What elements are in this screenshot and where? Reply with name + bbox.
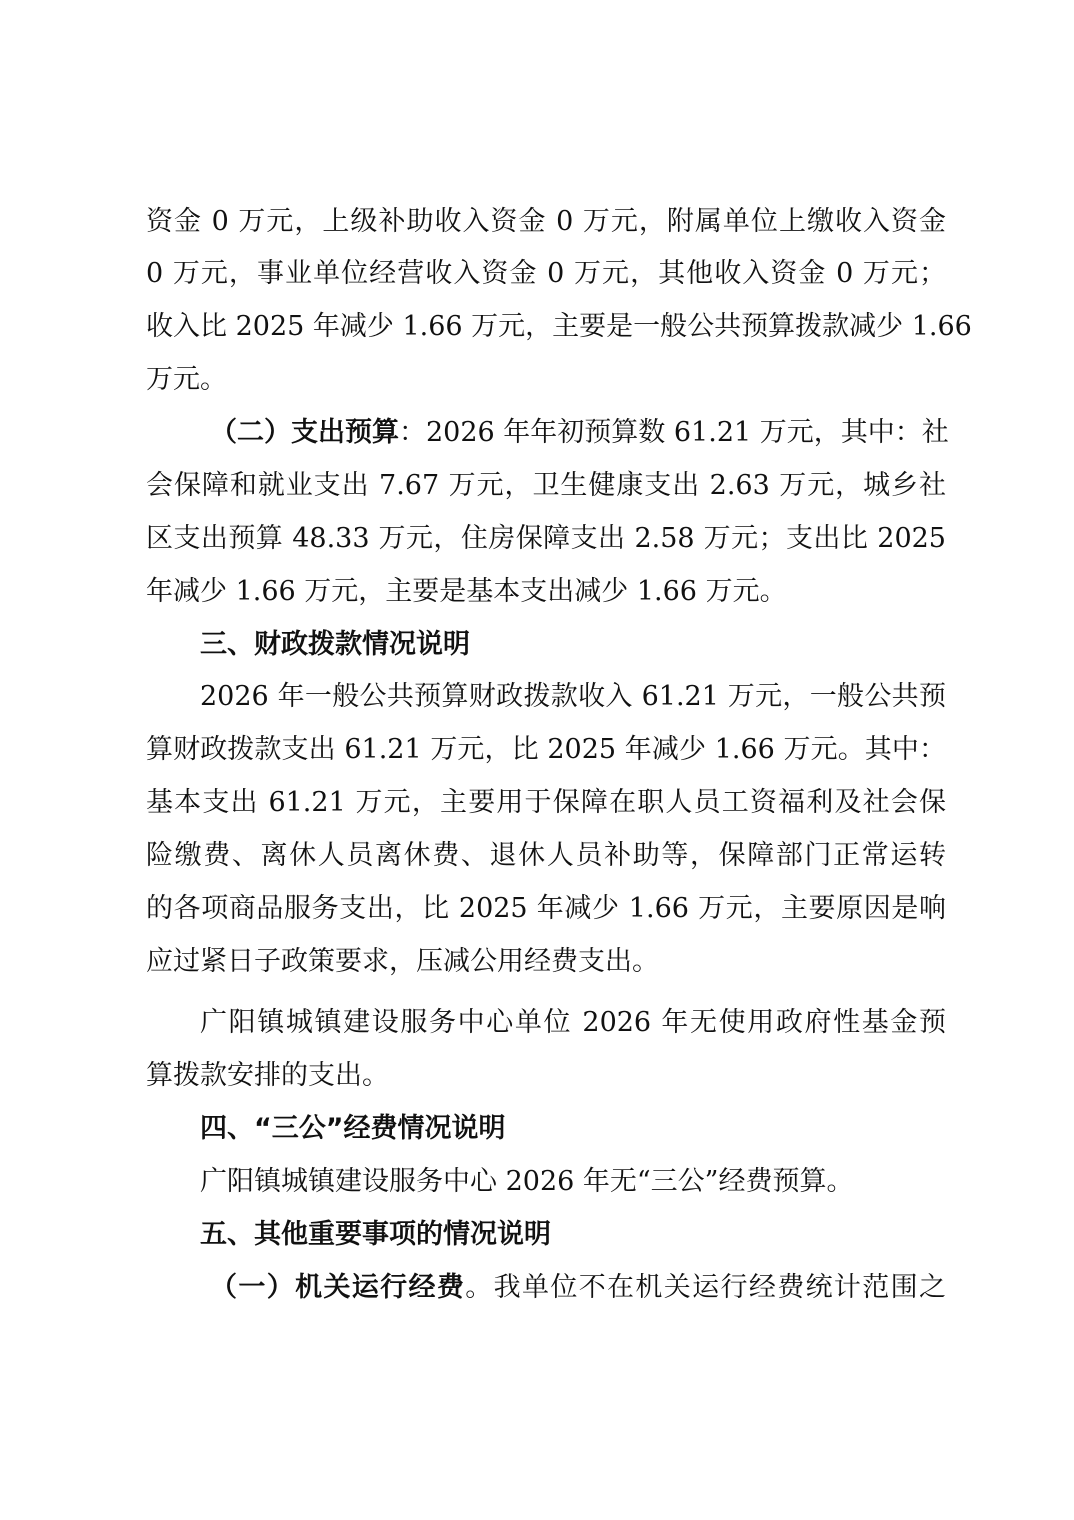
section3-p1-line-6: 应过紧日子政策要求，压减公用经费支出。 bbox=[146, 946, 659, 977]
section4-heading: 四、“三公”经费情况说明 bbox=[200, 1113, 506, 1144]
section3-p1-line-2: 算财政拨款支出 61.21 万元，比 2025 年减少 1.66 万元。其中： bbox=[146, 734, 946, 765]
section4-p1: 广阳镇城镇建设服务中心 2026 年无“三公”经费预算。 bbox=[200, 1166, 854, 1197]
income-line-1: 资金 0 万元，上级补助收入资金 0 万元，附属单位上缴收入资金 bbox=[146, 206, 946, 237]
expense-line-2: 会保障和就业支出 7.67 万元，卫生健康支出 2.63 万元，城乡社 bbox=[146, 470, 946, 501]
section5-heading: 五、其他重要事项的情况说明 bbox=[200, 1219, 551, 1250]
section5-item1-rest: 。我单位不在机关运行经费统计范围之 bbox=[465, 1272, 947, 1303]
expense-line-1 bbox=[210, 413, 949, 453]
expense-line-3: 区支出预算 48.33 万元，住房保障支出 2.58 万元；支出比 2025 bbox=[146, 523, 946, 554]
section5-item1-label: （一）机关运行经费 bbox=[210, 1272, 466, 1303]
income-line-3: 收入比 2025 年减少 1.66 万元，主要是一般公共预算拨款减少 1.66 bbox=[146, 311, 972, 342]
section3-p1-line-5: 的各项商品服务支出，比 2025 年减少 1.66 万元，主要原因是响 bbox=[146, 893, 946, 924]
section3-p1-line-4: 险缴费、离休人员离休费、退休人员补助等，保障部门正常运转 bbox=[146, 840, 946, 871]
income-line-4: 万元。 bbox=[146, 364, 227, 395]
section3-p2-line-2: 算拨款安排的支出。 bbox=[146, 1060, 389, 1091]
expense-line-4: 年减少 1.66 万元，主要是基本支出减少 1.66 万元。 bbox=[146, 576, 787, 607]
section3-heading: 三、财政拨款情况说明 bbox=[200, 629, 470, 660]
section3-p1-line-1: 2026 年一般公共预算财政拨款收入 61.21 万元，一般公共预 bbox=[200, 681, 946, 712]
income-line-2: 0 万元，事业单位经营收入资金 0 万元，其他收入资金 0 万元； bbox=[146, 258, 946, 289]
expense-label: （二）支出预算 bbox=[210, 417, 399, 448]
expense-line-1-rest: ：2026 年年初预算数 61.21 万元，其中：社 bbox=[399, 417, 949, 448]
section5-item1-line bbox=[210, 1268, 946, 1308]
section3-p1-line-3: 基本支出 61.21 万元，主要用于保障在职人员工资福利及社会保 bbox=[146, 787, 946, 818]
section3-p2-line-1: 广阳镇城镇建设服务中心单位 2026 年无使用政府性基金预 bbox=[200, 1007, 946, 1038]
